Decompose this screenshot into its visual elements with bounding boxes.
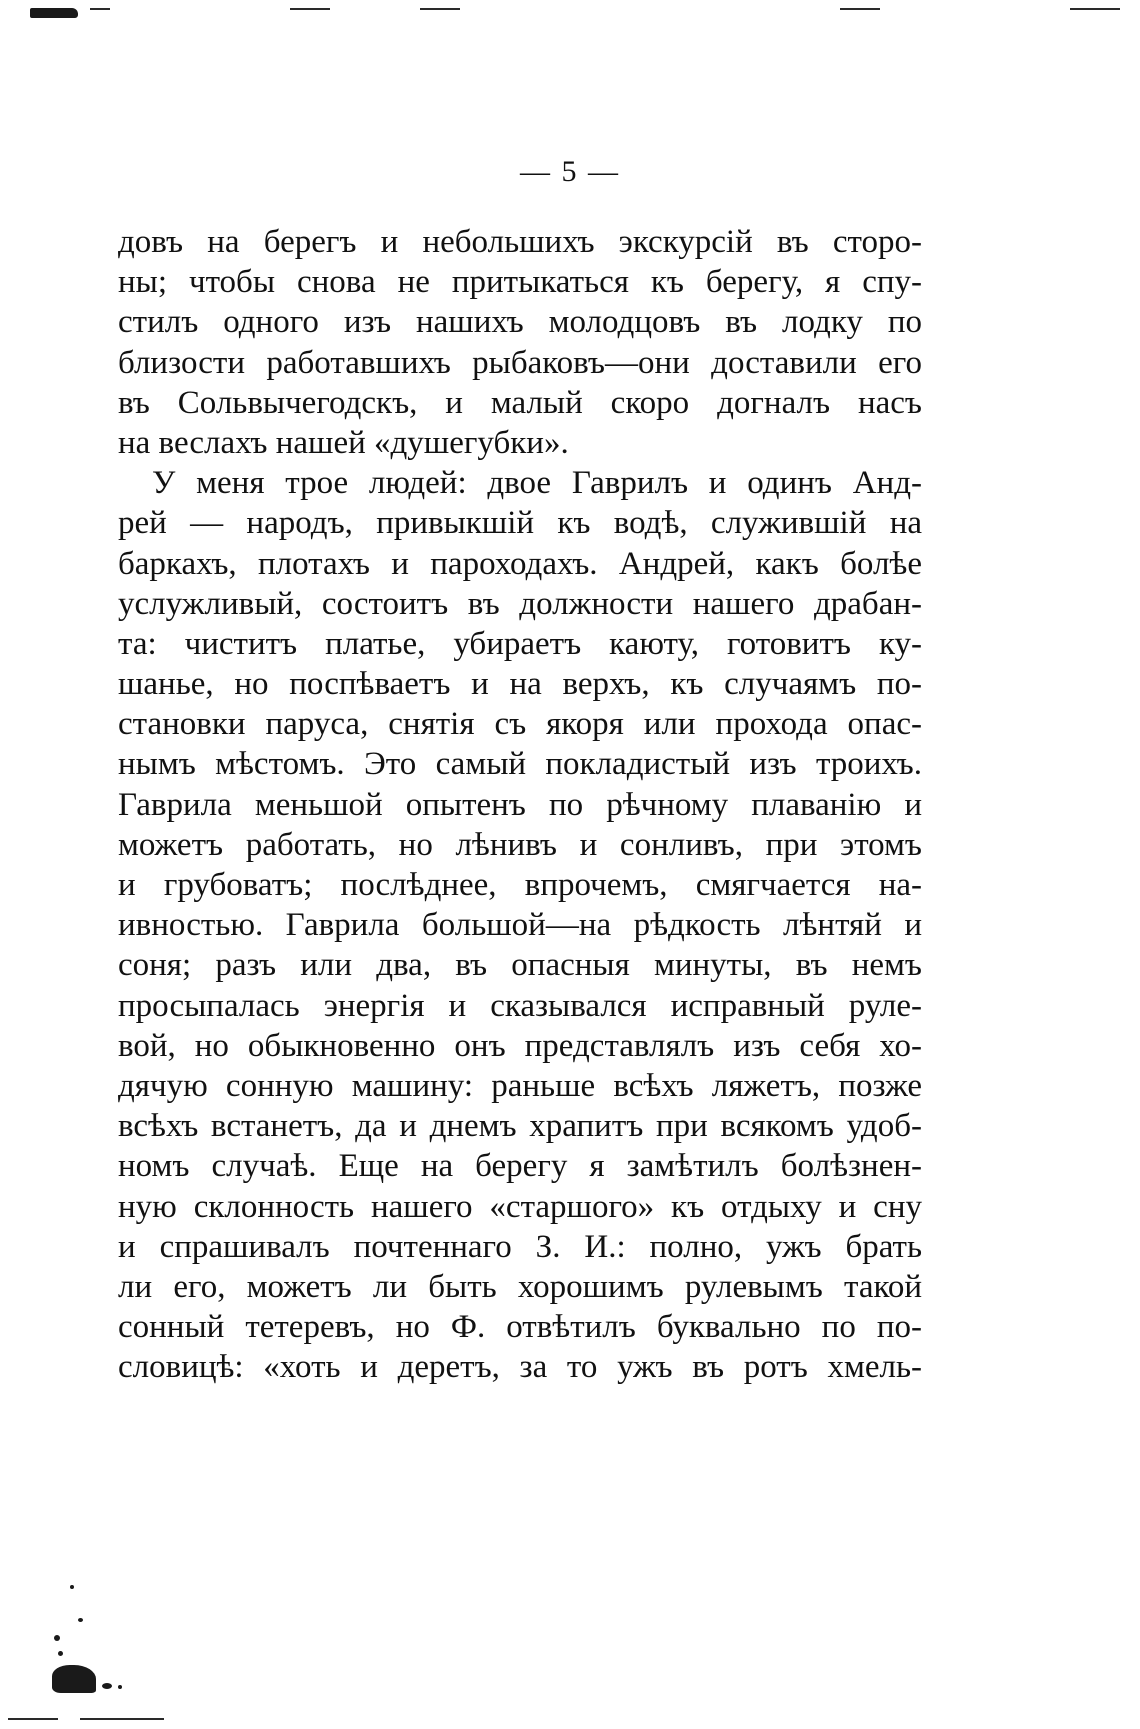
text-line: Гаврила меньшой опытенъ по рѣчному плаванію и xyxy=(118,786,922,823)
text-line: рей — народъ, привыкшій къ водѣ, служившій на xyxy=(118,505,922,542)
text-line: становки паруса, снятія съ якоря или прохода опас- xyxy=(118,706,922,743)
body-text xyxy=(118,222,922,1387)
text-line: та: чиститъ платье, убираетъ каюту, готовитъ ку- xyxy=(118,625,922,662)
text-line: просыпалась энергія и сказывался исправный руле- xyxy=(118,987,922,1024)
text-line: ивностью. Гаврила большой—на рѣдкость лѣнтяй и xyxy=(118,907,922,944)
text-line: ную склонность нашего «старшого» къ отдыху и сну xyxy=(118,1188,922,1225)
scan-rule-top xyxy=(90,8,110,10)
paragraph xyxy=(118,463,922,1387)
text-line: стилъ одного изъ нашихъ молодцовъ въ лодку по xyxy=(118,304,922,341)
scan-rule-top xyxy=(1070,8,1120,10)
ink-speck xyxy=(54,1635,60,1641)
text-line: довъ на берегъ и небольшихъ экскурсій въ сторо- xyxy=(118,224,922,260)
scan-artifact-bottom xyxy=(52,1585,142,1695)
text-line: всѣхъ встанетъ, да и днемъ храпитъ при всякомъ удоб- xyxy=(118,1108,922,1145)
ink-speck xyxy=(58,1651,63,1656)
text-line: и грубоватъ; послѣднее, впрочемъ, смягчается на- xyxy=(118,867,922,903)
text-line: и спрашивалъ почтеннаго З. И.: полно, ужъ брать xyxy=(118,1228,922,1265)
text-line: можетъ работать, но лѣнивъ и сонливъ, при этомъ xyxy=(118,826,922,863)
text-line: номъ случаѣ. Еще на берегу я замѣтилъ болѣзнен- xyxy=(118,1148,922,1185)
ink-speck xyxy=(52,1665,96,1693)
ink-speck xyxy=(102,1683,112,1689)
text-line: ли его, можетъ ли быть хорошимъ рулевымъ такой xyxy=(118,1268,922,1305)
paragraph xyxy=(118,222,922,463)
text-line: сонный тетеревъ, но Ф. отвѣтилъ буквально по по- xyxy=(118,1309,922,1346)
scan-artifact-top xyxy=(30,8,78,18)
text-line: шанье, но поспѣваетъ и на верхъ, къ случаямъ по- xyxy=(118,666,922,703)
text-line: услужливый, состоитъ въ должности нашего драбан- xyxy=(118,585,922,622)
text-line: соня; разъ или два, въ опасныя минуты, въ немъ xyxy=(118,947,922,984)
text-line: нымъ мѣстомъ. Это самый покладистый изъ троихъ. xyxy=(118,746,922,783)
ink-speck xyxy=(70,1585,74,1589)
scan-rule-top xyxy=(840,8,880,10)
ink-speck xyxy=(78,1618,83,1622)
text-line: баркахъ, плотахъ и пароходахъ. Андрей, какъ болѣе xyxy=(118,545,922,582)
text-line: словицѣ: «хоть и деретъ, за то ужъ въ ротъ хмель- xyxy=(118,1349,922,1386)
page-number: — 5 — xyxy=(520,155,620,188)
scan-rule-bottom xyxy=(8,1718,58,1720)
text-line: ны; чтобы снова не притыкаться къ берегу, я спу- xyxy=(118,264,922,301)
scan-rule-bottom xyxy=(80,1718,164,1720)
text-line: въ Сольвычегодскъ, и малый скоро догналъ насъ xyxy=(118,384,922,421)
ink-speck xyxy=(118,1685,122,1689)
scan-rule-top xyxy=(290,8,330,10)
text-line: У меня трое людей: двое Гаврилъ и одинъ Анд- xyxy=(152,465,922,502)
text-line: на веслахъ нашей «душегубки». xyxy=(118,424,569,461)
text-line: дячую сонную машину: раньше всѣхъ ляжетъ, позже xyxy=(118,1067,922,1104)
text-line: вой, но обыкновенно онъ представлялъ изъ себя хо- xyxy=(118,1027,922,1064)
text-line: близости работавшихъ рыбаковъ—они доставили его xyxy=(118,344,922,381)
scan-rule-top xyxy=(420,8,460,10)
